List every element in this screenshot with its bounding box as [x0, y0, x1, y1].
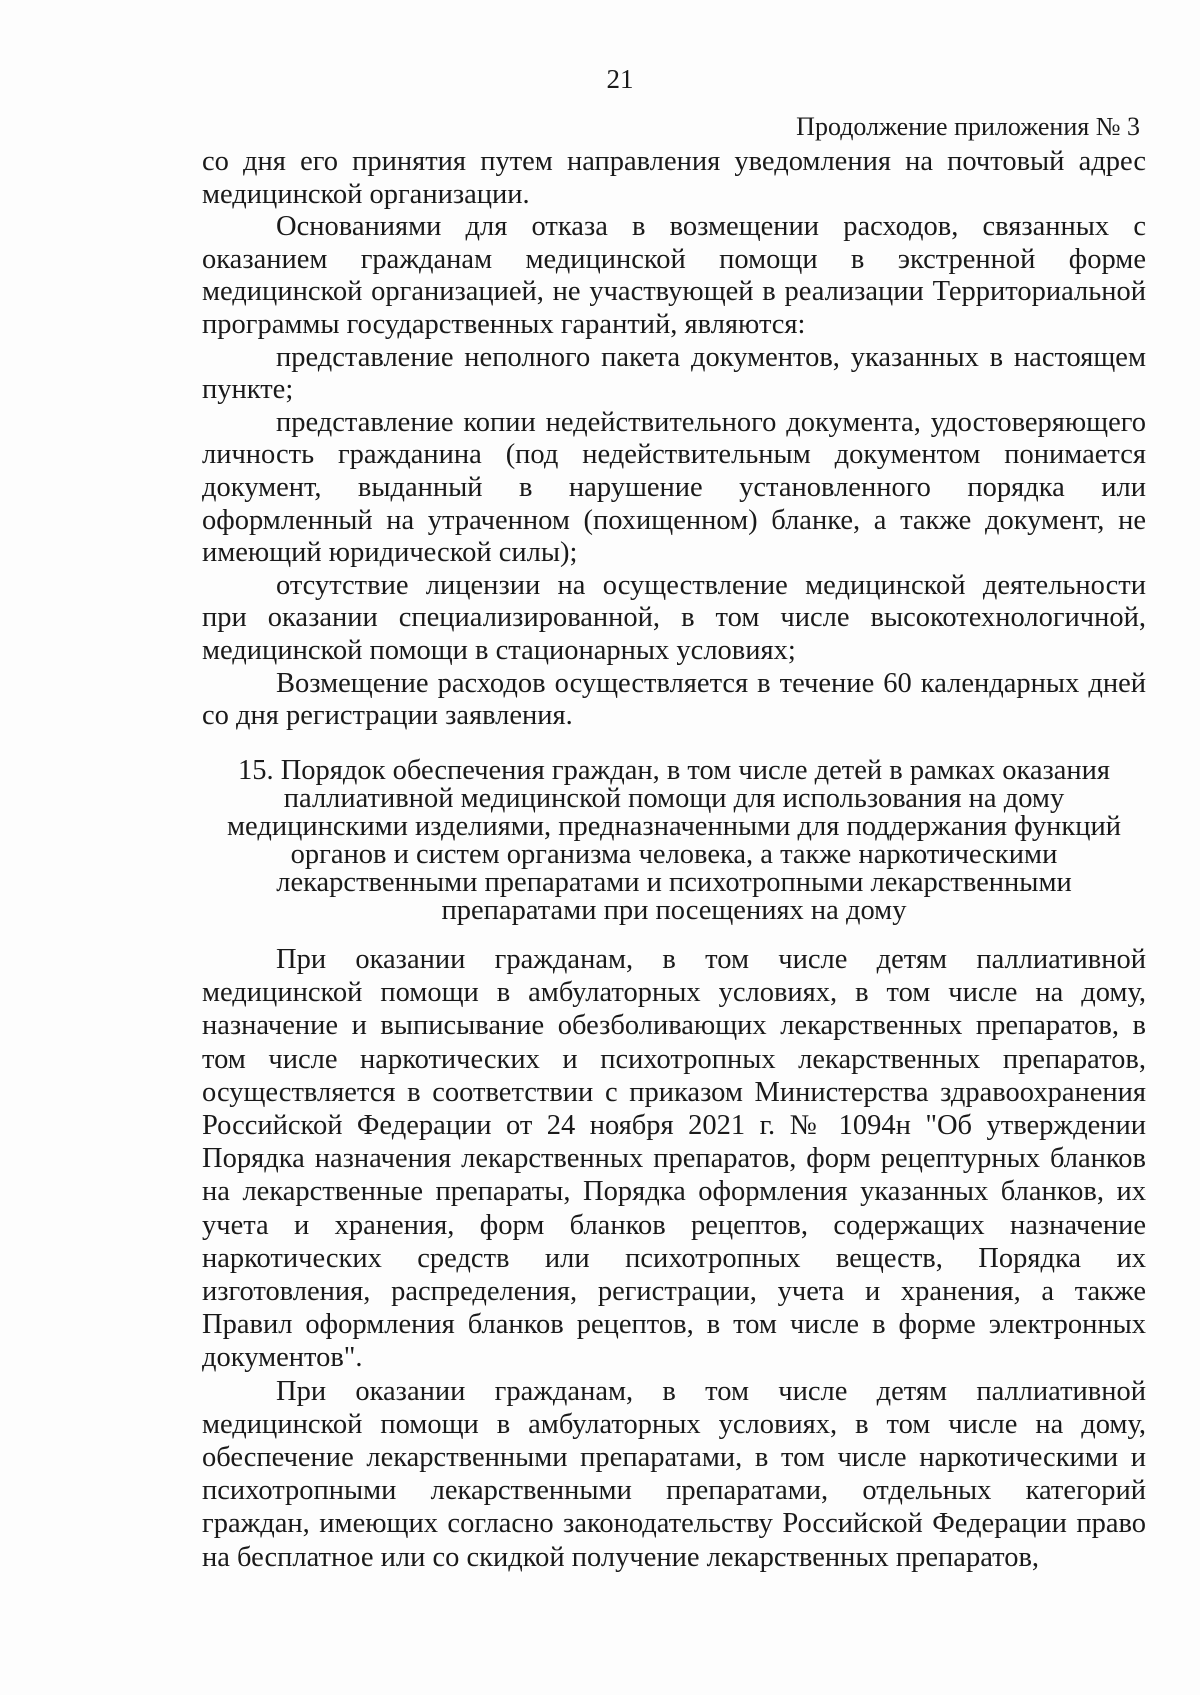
- section-heading: 15. Порядок обеспечения граждан, в том числе детей в рамках оказания паллиативной медицинской помощи для использования на дому медицинскими изделиями, предназначенными для поддержания функций органов и систем организма человека, а также наркотическими лекарственными препаратами и психотропными лекарственными препаратами при посещениях на дому: [227, 755, 1121, 926]
- paragraph-continuation: со дня его принятия путем направления уведомления на почтовый адрес медицинской организации.: [202, 146, 1146, 210]
- paragraph-drug-provision: При оказании гражданам, в том числе детям паллиативной медицинской помощи в амбулаторных условиях, в том числе на дому, обеспечение лекарственными препаратами, в том числе наркотическими и психотропными лекарственными препаратами, отдельных категорий граждан, имеющих согласно законодательству Российской Федерации право на бесплатное или со скидкой получение лекарственных препаратов,: [202, 1375, 1146, 1573]
- paragraph-no-license: отсутствие лицензии на осуществление медицинской деятельности при оказании специализированной, в том числе высокотехнологичной, медицинской помощи в стационарных условиях;: [202, 569, 1146, 666]
- paragraph-prescription-order: При оказании гражданам, в том числе детям паллиативной медицинской помощи в амбулаторных условиях, в том числе на дому, назначение и выписывание обезболивающих лекарственных препаратов, в том числе наркотических и психотропных лекарственных препаратов, осуществляется в соответствии с приказом Министерства здравоохранения Российской Федерации от 24 ноября 2021 г. № 1094н "Об утверждении Порядка назначения лекарственных препаратов, форм рецептурных бланков на лекарственные препараты, Порядка оформления указанных бланков, их учета и хранения, форм бланков рецептов, содержащих назначение наркотических средств или психотропных веществ, Порядка их изготовления, распределения, регистрации, учета и хранения, а также Правил оформления бланков рецептов, в том числе в форме электронных документов".: [202, 944, 1146, 1374]
- paragraph-incomplete-package: представление неполного пакета документов, указанных в настоящем пункте;: [202, 341, 1146, 406]
- paragraph-invalid-document: представление копии недействительного документа, удостоверяющего личность гражданина (под недействительным документом понимается документ, выданный в нарушение установленного порядка или оформленный на утраченном (похищенном) бланке, а также документ, не имеющий юридической силы);: [202, 406, 1146, 569]
- paragraph-reimbursement-term: Возмещение расходов осуществляется в течение 60 календарных дней со дня регистрации заявления.: [202, 667, 1146, 732]
- appendix-continuation-note: Продолжение приложения № 3: [796, 112, 1140, 141]
- body-text-bottom: [202, 943, 1146, 1574]
- page-number: 21: [606, 64, 634, 94]
- paragraph-refusal-grounds: Основаниями для отказа в возмещении расходов, связанных с оказанием гражданам медицинской помощи в экстренной форме медицинской организацией, не участвующей в реализации Территориальной программы государственных гарантий, являются:: [202, 211, 1146, 340]
- body-text-top: [202, 146, 1146, 733]
